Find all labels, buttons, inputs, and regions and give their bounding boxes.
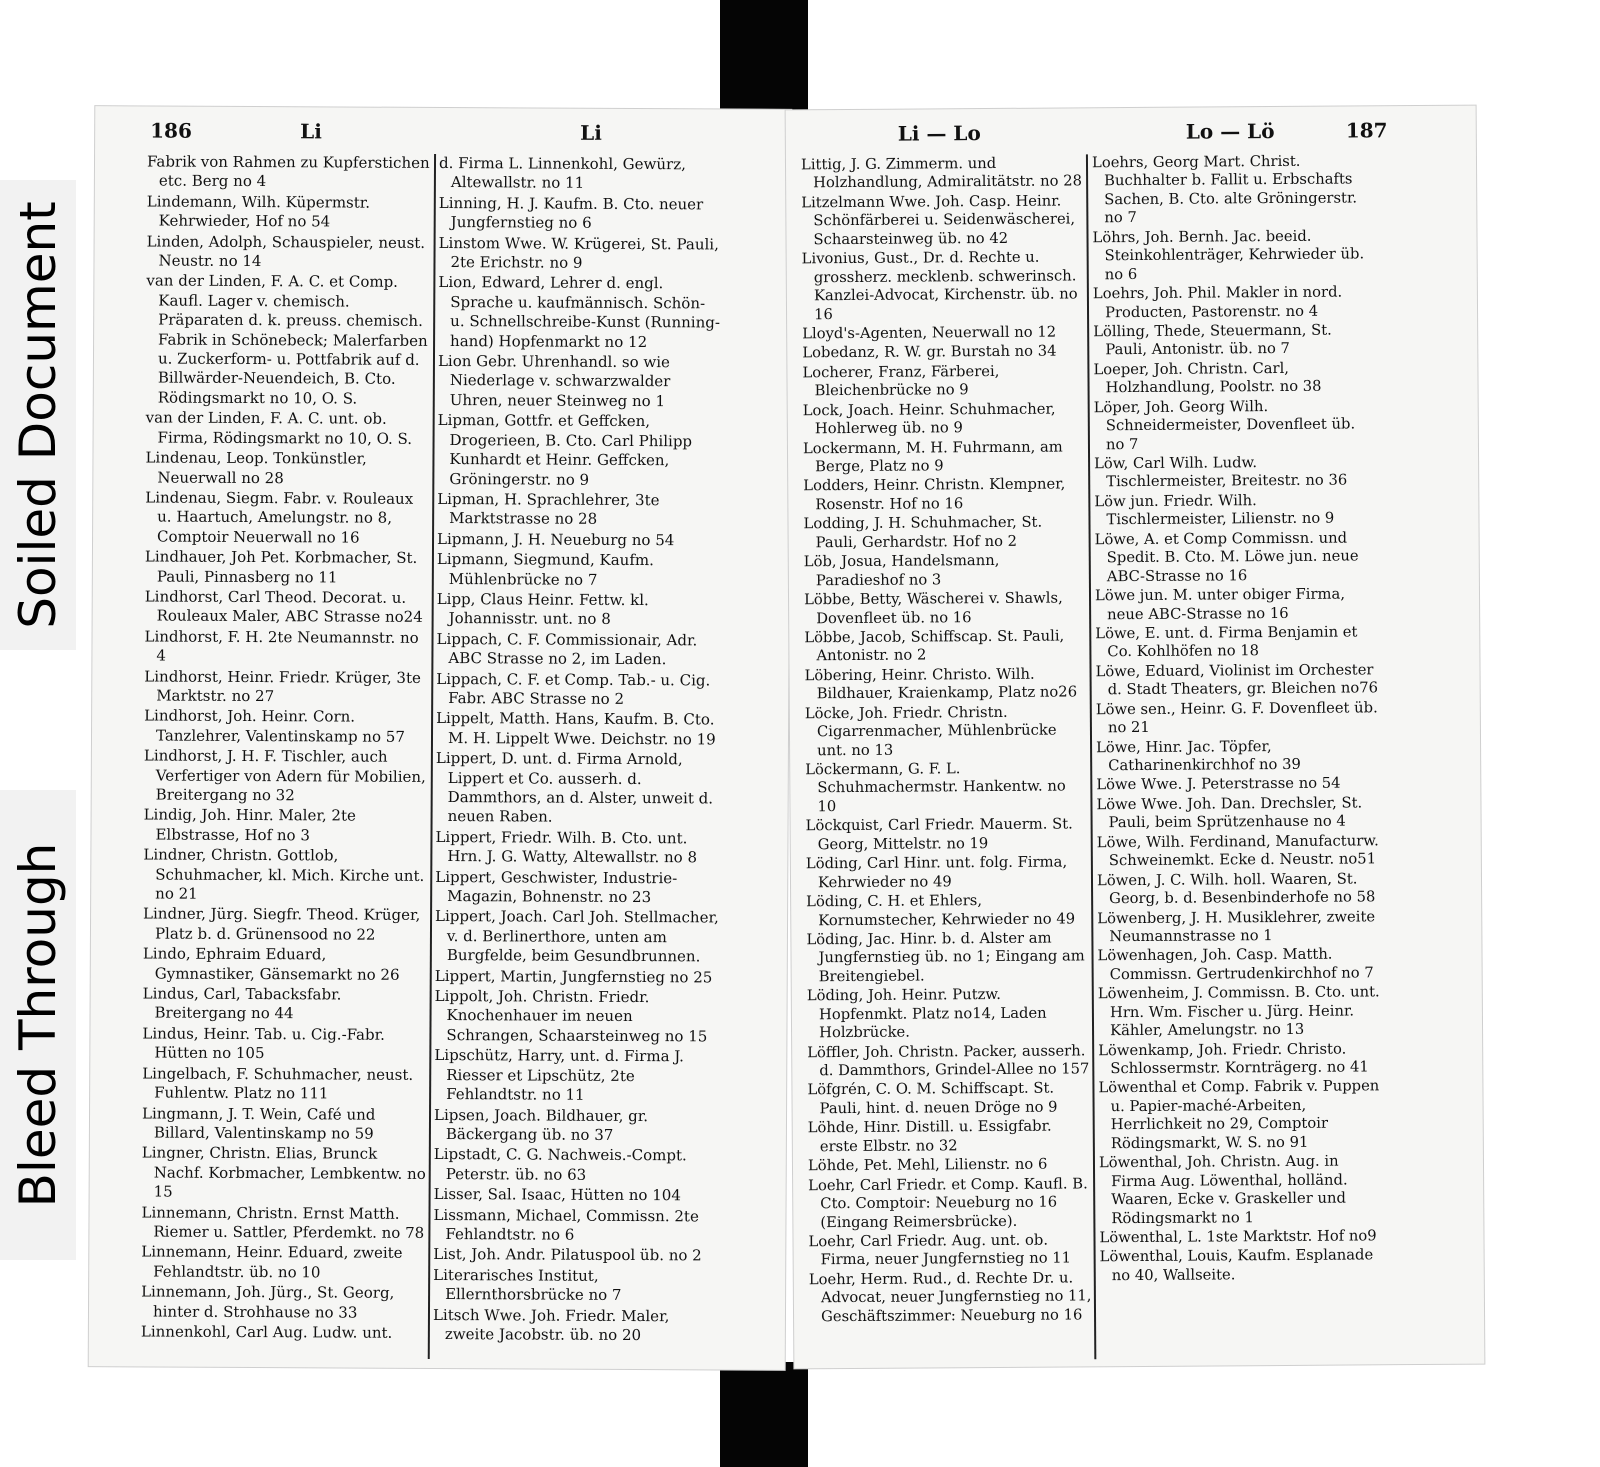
directory-entry: Lloyd's-Agenten, Neuerwall no 12 [802,323,1057,343]
directory-entry: Löwenkamp, Joh. Friedr. Christo. Schlossermstr. Kornträgerg. no 41 [1098,1040,1369,1078]
right-page-column-2 [1092,152,1384,1286]
directory-entry: Löwe Wwe. J. Peterstrasse no 54 [1096,775,1341,794]
directory-entry: Linnemann, Joh. Jürg., St. Georg, hinter d. Strohhause no 33 [141,1282,395,1322]
directory-entry: Löwe, E. unt. d. Firma Benjamin et Co. Kohlhöfen no 18 [1095,623,1358,661]
directory-entry: Lippert, Friedr. Wilh. B. Cto. unt. Hrn. J. G. Watty, Altewallstr. no 8 [435,827,698,867]
directory-entry: Lipstadt, C. G. Nachweis.-Compt. Peterstr. üb. no 63 [433,1145,687,1184]
directory-entry: Löding, Jac. Hinr. b. d. Alster am Jungfernstieg üb. no 1; Eingang am Breitengiebel. [806,929,1085,986]
directory-entry: Lippolt, Joh. Christn. Friedr. Knochenhauer im neuen Schrangen, Schaarsteinweg no 15 [434,987,708,1046]
directory-entry: Löwe, A. et Comp Commissn. und Spedit. B. Cto. M. Löwe jun. neue ABC-Strasse no 16 [1094,529,1359,585]
directory-entry: Lock, Joach. Heinr. Schuhmacher, Hohlerweg üb. no 9 [802,400,1056,438]
directory-entry: Lindhorst, F. H. 2te Neumannstr. no 4 [144,627,419,665]
directory-entry: Lindhorst, Heinr. Friedr. Krüger, 3te Marktstr. no 27 [144,667,421,706]
directory-entry: Löw jun. Friedr. Wilh. Tischlermeister, Lilienstr. no 9 [1094,492,1335,529]
header-left: Li [300,119,322,144]
directory-entry: Linnemann, Heinr. Eduard, zweite Fehlandtstr. üb. no 10 [141,1242,403,1282]
directory-entry: Löcke, Joh. Friedr. Christn. Cigarrenmacher, Mühlenbrücke unt. no 13 [804,703,1057,759]
directory-entry: Lion, Edward, Lehrer d. engl. Sprache u. kaufmännisch. Schön- u. Schnellschreibe-Kunst (Running-hand) Hopfenmarkt no 12 [438,273,720,351]
directory-entry: Lissmann, Michael, Commissn. 2te Fehlandtstr. no 6 [433,1205,699,1244]
directory-entry: Löwenberg, J. H. Musiklehrer, zweite Neumannstrasse no 1 [1097,907,1376,946]
directory-entry: Lingelbach, F. Schuhmacher, neust. Fuhlentw. Platz no 111 [142,1064,414,1103]
directory-entry: Löwe jun. M. unter obiger Firma, neue ABC-Strasse no 16 [1094,585,1346,623]
directory-entry: Lipp, Claus Heinr. Fettw. kl. Johannisstr. unt. no 8 [436,589,649,629]
directory-entry: Löfgrén, C. O. M. Schiffscapt. St. Pauli, hint. d. neuen Dröge no 9 [807,1080,1058,1118]
directory-entry: Löwe, Wilh. Ferdinand, Manufacturw. Schweinemkt. Ecke d. Neustr. no51 [1096,832,1379,870]
header-center-left: Li [580,120,602,145]
directory-entry: Lindner, Christn. Gottlob, Schuhmacher, kl. Mich. Kirche unt. no 21 [143,845,425,903]
directory-entry: Löw, Carl Wilh. Ludw. Tischlermeister, Breitestr. no 36 [1094,454,1348,491]
directory-entry: Löding, Carl Hinr. unt. folg. Firma, Kehrwieder no 49 [805,853,1068,891]
header-right: Lo — Lö [1185,119,1275,144]
directory-entry: Loehrs, Joh. Phil. Makler in nord. Producten, Pastorenstr. no 4 [1092,283,1343,321]
directory-entry: Litsch Wwe. Joh. Friedr. Maler, zweite Jacobstr. üb. no 20 [432,1305,670,1345]
soiled-document-text: Soiled Document [9,201,67,629]
directory-entry: Löckquist, Carl Friedr. Mauerm. St. Georg, Mittelstr. no 19 [805,815,1073,853]
directory-entry: Löding, C. H. et Ehlers, Kornumstecher, Kehrwieder no 49 [806,892,1076,929]
directory-entry: Löbering, Heinr. Christo. Wilh. Bildhauer, Kraienkamp, Platz no26 [804,665,1078,703]
directory-entry: List, Joh. Andr. Pilatuspool üb. no 2 [433,1245,702,1265]
directory-entry: Löhrs, Joh. Bernh. Jac. beeid. Steinkohlenträger, Kehrwieder üb. no 6 [1092,227,1365,283]
directory-entry: Lingmann, J. T. Wein, Café und Billard, Valentinskamp no 59 [141,1103,376,1143]
directory-entry: Lindus, Heinr. Tab. u. Cig.-Fabr. Hütten no 105 [142,1024,385,1063]
directory-entry: Lindo, Ephraim Eduard, Gymnastiker, Gänsemarkt no 26 [142,944,400,984]
directory-entry: Lölling, Thede, Steuermann, St. Pauli, Antonistr. üb. no 7 [1093,321,1332,359]
directory-entry: d. Firma L. Linnenkohl, Gewürz, Altewallstr. no 11 [438,153,686,193]
directory-entry: Lisser, Sal. Isaac, Hütten no 104 [433,1185,681,1205]
directory-entry: Löwenheim, J. Commissn. B. Cto. unt. Hrn. Wm. Fischer u. Jürg. Heinr. Kähler, Amelungstr. no 13 [1097,983,1380,1040]
directory-entry: Lindhorst, J. H. F. Tischler, auch Verfertiger von Adern für Mobilien, Breitergang no 32 [143,746,426,805]
directory-entry: Lockermann, M. H. Fuhrmann, am Berge, Platz no 9 [802,438,1063,476]
directory-entry: Linden, Adolph, Schauspieler, neust. Neustr. no 14 [146,232,426,271]
directory-entry: Loehrs, Georg Mart. Christ. Buchhalter b. Fallit u. Erbschafts Sachen, B. Cto. alte Gröningerstr. no 7 [1091,152,1358,227]
bleed-through-label [0,790,76,1260]
directory-entry: Löwe, Eduard, Violinist im Orchester d. Stadt Theaters, gr. Bleichen no76 [1095,661,1379,699]
directory-entry: Löwenthal et Comp. Fabrik v. Puppen u. Papier-maché-Arbeiten, Herrlichkeit no 29, Comptoir Rödingsmarkt, W. S. no 91 [1098,1077,1380,1152]
left-page-column-1 [141,152,432,1344]
page-number-left: 186 [150,118,192,143]
right-page-column-1 [801,154,1092,1327]
directory-entry: van der Linden, F. A. C. unt. ob. Firma, Rödingsmarkt no 10, O. S. [145,408,413,448]
directory-entry: Löckermann, G. F. L. Schuhmachermstr. Hankentw. no 10 [805,760,1066,816]
directory-entry: Linstom Wwe. W. Krügerei, St. Pauli, 2te Erichstr. no 9 [438,233,719,272]
directory-entry: Löhde, Pet. Mehl, Lilienstr. no 6 [807,1155,1048,1175]
header-center-right: Li — Lo [897,121,981,146]
directory-entry: Löwe, Hinr. Jac. Töpfer, Catharinenkirchhof no 39 [1096,737,1301,775]
directory-entry: Livonius, Gust., Dr. d. Rechte u. grossherz. mecklenb. schwerinsch. Kanzlei-Advocat, Kirchenstr. üb. no 16 [801,248,1078,323]
directory-entry: Löwe sen., Heinr. G. F. Dovenfleet üb. no 21 [1095,698,1378,737]
soiled-document-label [0,180,76,650]
directory-entry: Löwenthal, L. 1ste Marktstr. Hof no9 [1099,1227,1377,1247]
directory-entry: Lindenau, Leop. Tonkünstler, Neuerwall no 28 [145,448,367,487]
directory-entry: Lipmann, Siegmund, Kaufm. Mühlenbrücke no 7 [436,550,654,589]
directory-entry: Lipsen, Joach. Bildhauer, gr. Bäckergang üb. no 37 [433,1105,649,1144]
directory-entry: Lobedanz, R. W. gr. Burstah no 34 [802,342,1057,362]
directory-entry: Loeper, Joh. Christn. Carl, Holzhandlung, Poolstr. no 38 [1093,359,1322,397]
gutter-shadow-bottom [720,1362,808,1467]
directory-entry: Löbbe, Betty, Wäscherei v. Shawls, Dovenfleet üb. no 16 [803,589,1063,627]
directory-entry: Loehr, Carl Friedr. Aug. unt. ob. Firma, neuer Jungfernstieg no 11 [808,1231,1072,1269]
directory-entry: Lipman, H. Sprachlehrer, 3te Marktstrasse no 28 [437,489,660,529]
directory-entry: Löbbe, Jacob, Schiffscap. St. Pauli, Antonistr. no 2 [804,627,1065,665]
directory-entry: Löb, Josua, Handelsmann, Paradieshof no 3 [803,552,1000,589]
directory-entry: Löding, Joh. Heinr. Putzw. Hopfenmkt. Platz no14, Laden Holzbrücke. [806,986,1047,1042]
directory-entry: Löffler, Joh. Christn. Packer, ausserh. d. Dammthors, Grindel-Allee no 157 [807,1041,1090,1080]
directory-entry: Lipman, Gottfr. et Geffcken, Drogerieen, B. Cto. Carl Philipp Kunhardt et Heinr. Geffcken, Gröningerstr. no 9 [437,411,693,489]
page-number-right: 187 [1345,118,1388,143]
directory-entry: Linnemann, Christn. Ernst Matth. Riemer u. Sattler, Pferdemkt. no 78 [141,1202,425,1242]
directory-entry: Lodding, J. H. Schuhmacher, St. Pauli, Gerhardstr. Hof no 2 [803,513,1043,551]
left-page [89,106,792,1370]
directory-entry: Literarisches Institut, Ellernthorsbrücke no 7 [433,1265,622,1305]
directory-entry: Loehr, Carl Friedr. et Comp. Kaufl. B. Cto. Comptoir: Neueburg no 16 (Eingang Reimersbrücke). [808,1174,1088,1231]
directory-entry: Lingner, Christn. Elias, Brunck Nachf. Korbmacher, Lembkentw. no 15 [141,1143,426,1201]
directory-entry: Lindner, Jürg. Siegfr. Theod. Krüger, Platz b. d. Grünensood no 22 [143,904,421,944]
directory-entry: Lindhauer, Joh Pet. Korbmacher, St. Pauli, Pinnasberg no 11 [144,547,418,586]
directory-entry: Löwenthal, Louis, Kaufm. Esplanade no 40, Wallseite. [1099,1246,1374,1284]
directory-entry: Linnenkohl, Carl Aug. Ludw. unt. [140,1322,393,1342]
bleed-through-text: Bleed Through [9,842,67,1208]
directory-entry: Lippelt, Matth. Hans, Kaufm. B. Cto. M. H. Lippelt Wwe. Deichstr. no 19 [436,709,716,749]
directory-entry: Löhde, Hinr. Distill. u. Essigfabr. erste Elbstr. no 32 [807,1117,1052,1155]
directory-entry: Lippert, D. unt. d. Firma Arnold, Lippert et Co. ausserh. d. Dammthors, an d. Alster, unweit d. neuen Raben. [435,749,714,826]
directory-entry: Lindus, Carl, Tabacksfabr. Breitergang no 44 [142,984,342,1023]
directory-entry: Löwen, J. C. Wilh. holl. Waaren, St. Georg, b. d. Besenbinderhofe no 58 [1096,870,1376,908]
left-page-column-2 [433,154,724,1347]
directory-entry: Lindhorst, Joh. Heinr. Corn. Tanzlehrer, Valentinskamp no 57 [144,706,405,746]
directory-entry: Lion Gebr. Uhrenhandl. so wie Niederlage v. schwarzwalder Uhren, neuer Steinweg no 1 [437,352,671,411]
directory-entry: Linning, H. J. Kaufm. B. Cto. neuer Jungfernstieg no 6 [438,193,704,233]
directory-entry: Lindhorst, Carl Theod. Decorat. u. Rouleaux Maler, ABC Strasse no24 [144,587,423,627]
directory-entry: Loehr, Herm. Rud., d. Rechte Dr. u. Advocat, neuer Jungfernstieg no 11, Geschäftszimmer: Neueburg no 16 [808,1269,1092,1325]
directory-entry: Lindig, Joh. Hinr. Maler, 2te Elbstrasse, Hof no 3 [143,805,356,845]
directory-entry: Lipschütz, Harry, unt. d. Firma J. Riesser et Lipschütz, 2te Fehlandtstr. no 11 [434,1046,684,1104]
directory-entry: Löper, Joh. Georg Wilh. Schneidermeister, Dovenfleet üb. no 7 [1093,397,1356,453]
directory-entry: Lindemann, Wilh. Küpermstr. Kehrwieder, Hof no 54 [146,192,371,231]
directory-entry: Löwenhagen, Joh. Casp. Matth. Commissn. Gertrudenkirchhof no 7 [1097,946,1374,983]
directory-entry: Lipmann, J. H. Neueburg no 54 [436,529,675,549]
directory-entry: Litzelmann Wwe. Joh. Casp. Heinr. Schönfärberei u. Seidenwäscherei, Schaarsteinweg üb. no 42 [801,192,1076,248]
directory-entry: Lippert, Joach. Carl Joh. Stellmacher, v. d. Berlinerthore, unten am Burgfelde, beim Gesundbrunnen. [435,907,719,966]
directory-entry: Lippert, Martin, Jungfernstieg no 25 [434,966,713,987]
directory-entry: Fabrik von Rahmen zu Kupferstichen etc. Berg no 4 [146,152,430,191]
directory-entry: Lippert, Geschwister, Industrie-Magazin, Bohnenstr. no 23 [435,867,678,907]
directory-entry: Löwenthal, Joh. Christn. Aug. in Firma Aug. Löwenthal, holländ. Waaren, Ecke v. Graskeller und Rödingsmarkt no 1 [1098,1152,1348,1227]
directory-entry: Lippach, C. F. Commissionair, Adr. ABC Strasse no 2, im Laden. [436,629,698,669]
directory-entry: Lindenau, Siegm. Fabr. v. Rouleaux u. Haartuch, Amelungstr. no 8, Comptoir Neuerwall no 16 [145,488,414,547]
directory-entry: Littig, J. G. Zimmerm. und Holzhandlung, Admiralitätstr. no 28 [800,154,1083,192]
gutter-shadow-top [720,0,808,110]
right-page [786,106,1485,1369]
directory-entry: Lodders, Heinr. Christn. Klempner, Rosenstr. Hof no 16 [803,475,1066,514]
directory-entry: Löwe Wwe. Joh. Dan. Drechsler, St. Pauli, beim Sprützenhause no 4 [1096,794,1363,832]
directory-entry: Locherer, Franz, Färberei, Bleichenbrücke no 9 [802,362,1000,400]
directory-entry: Lippach, C. F. et Comp. Tab.- u. Cig. Fabr. ABC Strasse no 2 [436,669,711,708]
directory-entry: van der Linden, F. A. C. et Comp. Kaufl. Lager v. chemisch. Präparaten d. k. preuss. chemisch. Fabrik in Schönebeck; Malerfarben u. Zuckerform- u. Pottfabrik auf d. Billwärder-Neuendeich, B. Cto. Rödingsmarkt no 10, O. S. [146,271,428,408]
